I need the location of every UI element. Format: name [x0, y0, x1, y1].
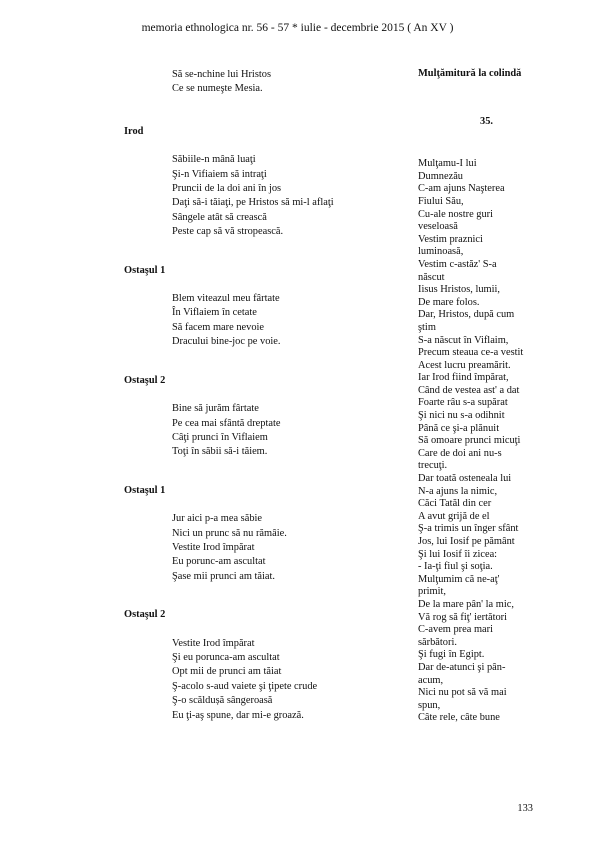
- poem-line: Căci Tatăl din cer: [418, 498, 492, 510]
- left-column: [124, 68, 414, 723]
- verse-block: [124, 153, 414, 239]
- poem-line: Câte rele, câte bune: [418, 712, 500, 724]
- verse-block: [124, 292, 414, 350]
- poem-line: Care de doi ani nu-s: [418, 447, 502, 459]
- section-ostasul-2: [124, 374, 414, 460]
- right-column: [418, 68, 558, 725]
- poem-line: Fiului Său,: [418, 195, 464, 207]
- verse-line: Ce se numeşte Mesia.: [172, 83, 263, 95]
- poem-line: N-a ajuns la nimic,: [418, 485, 498, 497]
- verse-line: Şi-n Vifiaiem să intraţi: [172, 168, 267, 180]
- poem-line: Dar toată osteneala lui: [418, 473, 512, 485]
- poem-line: Iisus Hristos, lumii,: [418, 284, 500, 296]
- poem-line: Şi fugi în Egipt.: [418, 649, 485, 661]
- verse-line: Opt mii de prunci am tăiat: [172, 666, 282, 678]
- verse-line: Daţi să-i tăiaţi, pe Hristos să mi-l aflaţi: [172, 197, 334, 209]
- poem-line: - Ia-ţi fiul şi soţia.: [418, 561, 493, 573]
- verse-line: Nici un prunc să nu rămâie.: [172, 527, 287, 539]
- poem-line: veseloasă: [418, 221, 458, 233]
- verse-line: În Viflaiem în cetate: [172, 307, 257, 319]
- verse-line: Şi eu porunca-am ascultat: [172, 651, 280, 663]
- verse-line: Să facem mare nevoie: [172, 321, 265, 333]
- verse-line: Săbiile-n mână luaţi: [172, 154, 256, 166]
- poem-line: C-am ajuns Naşterea: [418, 183, 505, 195]
- poem-line: Precum steaua ce-a vestit: [418, 347, 524, 359]
- verse-line: Eu porunc-am ascultat: [172, 556, 266, 568]
- verse-block: [124, 402, 414, 460]
- poem-lines: [418, 158, 558, 725]
- verse-line: Ş-o scăldușă sângeroasă: [172, 695, 273, 707]
- poem-line: Acest lucru preamărit.: [418, 359, 511, 371]
- poem-line: Să omoare prunci micuţi: [418, 435, 521, 447]
- speaker-name: Ostaşul 1: [124, 484, 166, 496]
- poem-line: primit,: [418, 586, 446, 598]
- poem-line: De mare folos.: [418, 296, 480, 308]
- page-number: 133: [517, 803, 533, 814]
- verse-block: [124, 512, 414, 584]
- verse-line: Pe cea mai sfântă dreptate: [172, 417, 281, 429]
- verse-line: Toţi în săbii să-i tăiem.: [172, 446, 268, 458]
- poem-line: Vestim c-astăz' S-a: [418, 258, 497, 270]
- poem-line: Până ce şi-a plănuit: [418, 422, 500, 434]
- verse-line: Să se-nchine lui Hristos: [172, 69, 271, 80]
- verse-line: Blem viteazul meu fârtate: [172, 293, 280, 305]
- poem-line: sărbători.: [418, 636, 457, 648]
- verse-block: [124, 637, 414, 723]
- section-ostasul-1: [124, 264, 414, 350]
- poem-line: Vă rog să fiţ' iertători: [418, 611, 508, 623]
- section-ostasul-2: [124, 608, 414, 723]
- verse-line: Peste cap să vă stropească.: [172, 226, 284, 238]
- poem-line: Dar de-atunci şi pân-: [418, 661, 506, 673]
- verse-line: Şase mii prunci am tăiat.: [172, 570, 276, 582]
- speaker-name: Ostaşul 1: [124, 264, 166, 276]
- poem-line: Şi lui Iosif îi zicea:: [418, 548, 498, 560]
- verse-line: Pruncii de la doi ani în jos: [172, 183, 282, 195]
- poem-line: Mulţumim că ne-aţ': [418, 573, 500, 585]
- poem-line: acum,: [418, 674, 444, 686]
- verse-line: Vestite Irod împărat: [172, 637, 255, 649]
- poem-line: S-a născut în Viflaim,: [418, 334, 509, 346]
- verse-line: Ş-acolo s-aud vaiete şi ţipete crude: [172, 680, 318, 692]
- poem-line: trecuţi.: [418, 460, 448, 472]
- speaker-name: Irod: [124, 125, 144, 137]
- section-irod: [124, 125, 414, 240]
- poem-line: Când de vestea ast' a dat: [418, 384, 520, 396]
- poem-number: 35.: [480, 115, 493, 127]
- journal-header: memoria ethnologica nr. 56 - 57 * iulie - decembrie 2015 ( An XV ): [141, 22, 454, 34]
- section-ostasul-1: [124, 484, 414, 584]
- poem-line: Iar Irod fiind împărat,: [418, 372, 509, 384]
- verse-line: Bine să jurăm fârtate: [172, 403, 259, 415]
- poem-line: Mulţamu-I lui: [418, 158, 477, 170]
- poem-line: Cu-ale nostre guri: [418, 208, 494, 220]
- verse-line: Dracului bine-joc pe voie.: [172, 336, 281, 348]
- speaker-name: Ostaşul 2: [124, 609, 166, 621]
- verse-line: Eu ţi-aş spune, dar mi-e groază.: [172, 709, 304, 721]
- poem-line: Foarte râu s-a supărat: [418, 397, 508, 409]
- verse-line: Jur aici p-a mea săbie: [172, 513, 263, 525]
- poem-line: Dar, Hristos, după cum: [418, 309, 515, 321]
- poem-line: Ş-a trimis un înger sfânt: [418, 523, 519, 535]
- verse-line: Sângele atât să crească: [172, 211, 267, 223]
- verse-line: Câţi prunci în Viflaiem: [172, 431, 268, 443]
- poem-line: născut: [418, 271, 445, 283]
- poem-line: Dumnezău: [418, 170, 464, 182]
- poem-line: Jos, lui Iosif pe pământ: [418, 536, 515, 547]
- poem-line: A avut grijă de el: [418, 510, 490, 522]
- poem-line: De la mare pân' la mic,: [418, 598, 514, 610]
- poem-line: spun,: [418, 699, 441, 711]
- poem-line: Nici nu pot să vă mai: [418, 687, 507, 699]
- poem-line: Şi nici nu s-a odihnit: [418, 410, 505, 422]
- speaker-name: Ostaşul 2: [124, 374, 166, 386]
- poem-title: Mulţămitură la colindă: [418, 68, 522, 79]
- poem-line: ştim: [418, 321, 436, 333]
- verse-line: Vestite Irod împărat: [172, 541, 255, 553]
- poem-line: C-avem prea mari: [418, 624, 494, 636]
- poem-line: luminoasă,: [418, 246, 464, 258]
- intro-verse: [124, 68, 414, 97]
- poem-line: Vestim praznici: [418, 233, 483, 245]
